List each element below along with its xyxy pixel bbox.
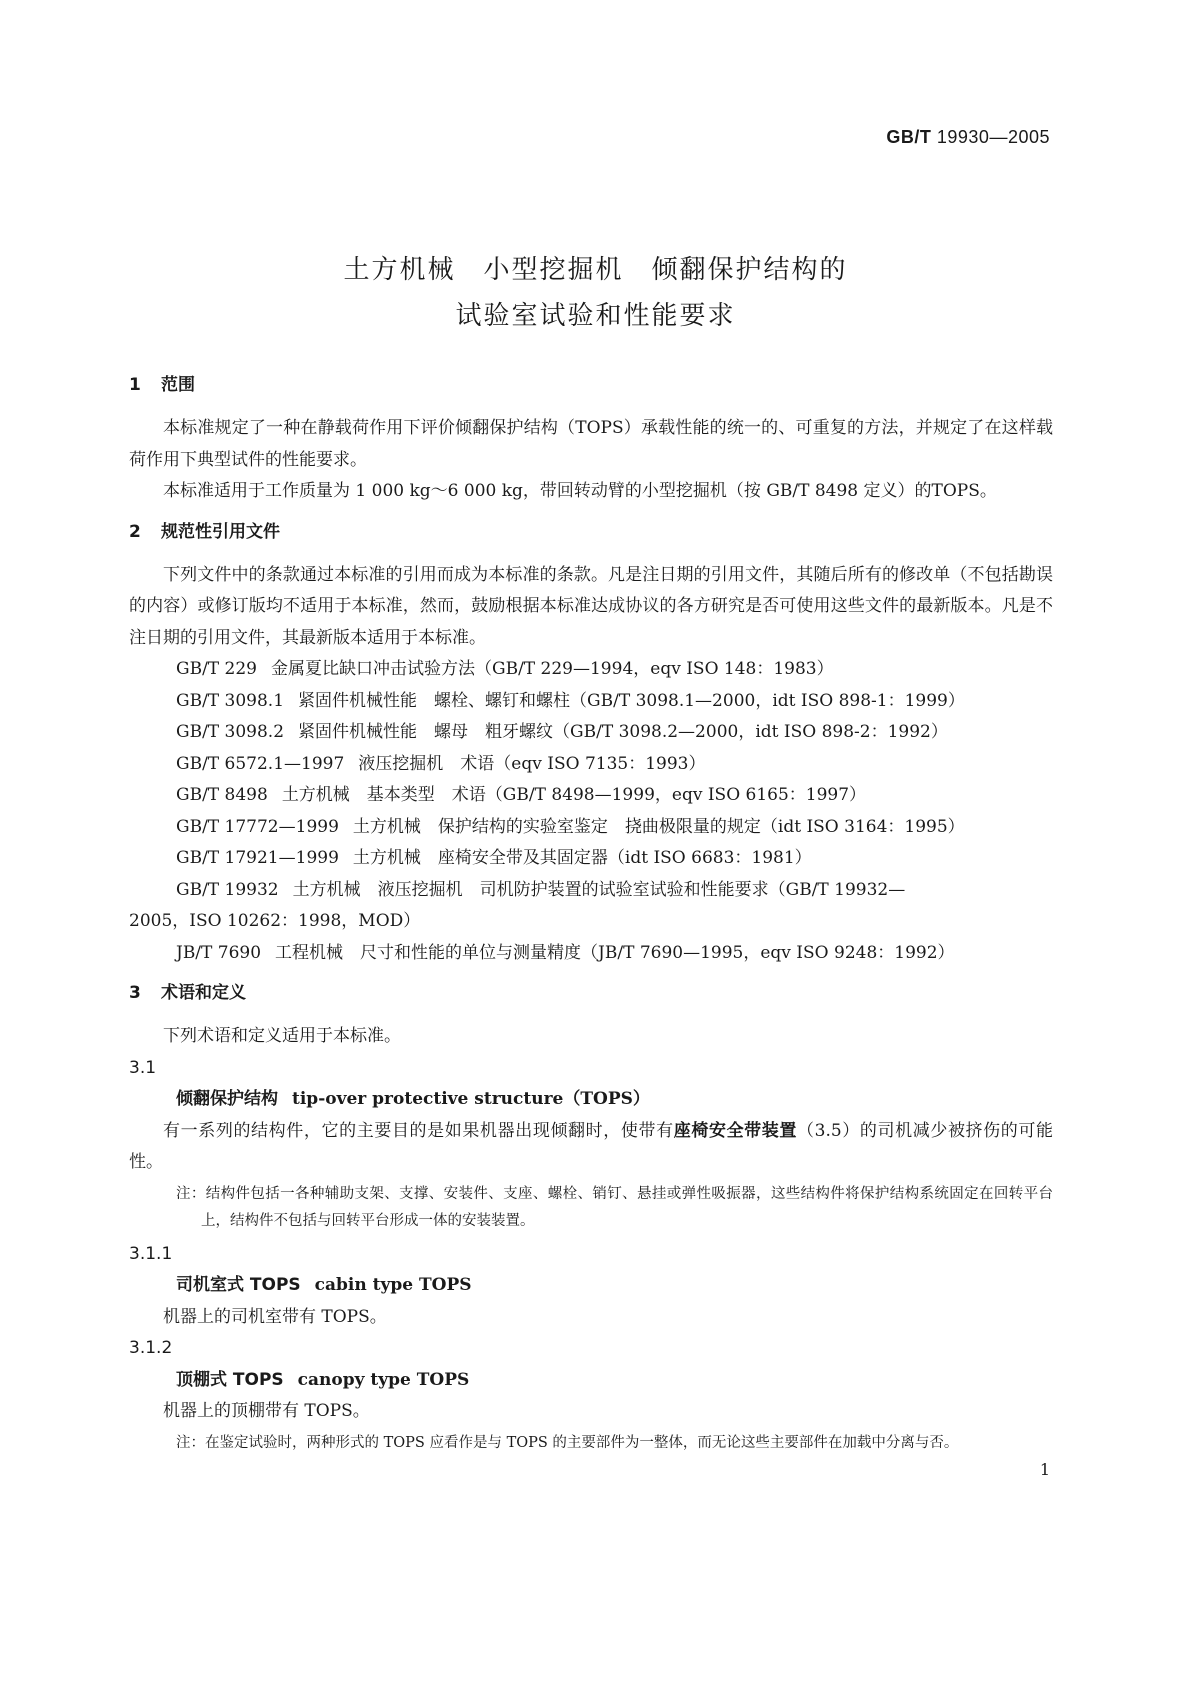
reference-item [176,654,1053,686]
standard-prefix: GB/T [886,127,932,147]
scope-paragraph: 本标准适用于工作质量为 1 000 kg～6 000 kg，带回转动臂的小型挖掘机（按 GB/T 8498 定义）的TOPS。 [163,481,997,501]
reference-code: GB/T 8498 [176,785,268,805]
section-heading-normative-references [129,516,1053,548]
term-note: 注：在鉴定试验时，两种形式的 TOPS 应看作是与 TOPS 的主要部件为一整体，而无论这些主要部件在加载中分离与否。 [176,1434,959,1451]
reference-title: 工程机械 尺寸和性能的单位与测量精度（JB/T 7690—1995，eqv ISO 9248：1992） [275,942,955,963]
clause-number: 3.1.1 [129,1243,173,1264]
cross-referenced-term: 座椅安全带装置 [673,1120,798,1141]
term-definition: 机器上的顶棚带有 TOPS。 [163,1401,370,1421]
reference-item [176,749,1053,781]
term-chinese: 顶棚式 TOPS [176,1369,284,1390]
reference-list [129,654,1053,969]
reference-item [176,938,1053,970]
clause-number: 3.1.2 [129,1338,173,1358]
reference-item [176,843,1053,875]
section-number: 3 [129,983,141,1003]
title-line-1: 土方机械 小型挖掘机 倾翻保护结构的 [343,255,848,286]
title-line-2: 试验室试验和性能要求 [455,301,736,332]
reference-code: GB/T 229 [176,659,257,679]
reference-item [176,717,1053,749]
reference-code: GB/T 3098.1 [176,690,285,711]
term-definition: 有一系列的结构件，它的主要目的是如果机器出现倾翻时，使带有座椅安全带装置（3.5）的司机减少被挤伤的可能性。 [129,1120,1053,1172]
section-title: 规范性引用文件 [161,521,280,542]
reference-code: GB/T 19932 [176,879,279,900]
term-entry [176,1365,1053,1397]
term-chinese: 司机室式 TOPS [176,1275,301,1295]
section-number: 2 [129,521,141,542]
reference-item [176,812,1053,844]
reference-title: 土方机械 液压挖掘机 司机防护装置的试验室试验和性能要求（GB/T 19932— [292,879,906,900]
section-title: 术语和定义 [161,983,246,1003]
reference-code: GB/T 17921—1999 [176,848,339,868]
term-entry [176,1270,1053,1302]
reference-title: 土方机械 座椅安全带及其固定器（idt ISO 6683：1981） [352,848,812,868]
term-definition: 机器上的司机室带有 TOPS。 [163,1306,387,1327]
term-english: canopy type TOPS [297,1369,470,1390]
page-number: 1 [1039,1460,1050,1479]
document-body [129,369,1053,1461]
scope-paragraph: 本标准规定了一种在静载荷作用下评价倾翻保护结构（TOPS）承载性能的统一的、可重复的方法，并规定了在这样载荷作用下典型试件的性能要求。 [129,418,1053,470]
reference-code: GB/T 17772—1999 [176,816,339,837]
section-heading-scope [129,369,1053,401]
reference-code: GB/T 3098.2 [176,722,285,742]
term-english: tip-over protective structure（TOPS） [292,1089,650,1109]
reference-code: GB/T 6572.1—1997 [176,753,345,774]
term-chinese: 倾翻保护结构 [176,1089,278,1109]
section-title: 范围 [161,375,195,395]
reference-title: 2005，ISO 10262：1998，MOD） [129,911,421,931]
standard-code: 19930—2005 [936,127,1050,147]
term-english: cabin type TOPS [314,1275,472,1295]
terms-intro: 下列术语和定义适用于本标准。 [163,1026,401,1046]
reference-title: 土方机械 保护结构的实验室鉴定 挠曲极限量的规定（idt ISO 3164：1995） [352,816,965,837]
reference-title: 金属夏比缺口冲击试验方法（GB/T 229—1994，eqv ISO 148：1983） [271,659,834,679]
reference-item [176,875,1053,907]
standard-number [886,127,1050,148]
reference-title: 液压挖掘机 术语（eqv ISO 7135：1993） [358,753,706,774]
reference-title: 紧固件机械性能 螺栓、螺钉和螺柱（GB/T 3098.1—2000，idt ISO 898-1：1999） [298,690,965,711]
term-entry [176,1084,1053,1116]
reference-item [176,686,1053,718]
section-number: 1 [129,375,141,395]
references-intro: 下列文件中的条款通过本标准的引用而成为本标准的条款。凡是注日期的引用文件，其随后所有的修改单（不包括勘误的内容）或修订版均不适用于本标准，然而，鼓励根据本标准达成协议的各方研究是否可使用这些文件的最新版本。凡是不注日期的引用文件，其最新版本适用于本标准。 [129,564,1053,648]
reference-title: 紧固件机械性能 螺母 粗牙螺纹（GB/T 3098.2—2000，idt ISO 898-2：1992） [298,722,948,742]
reference-title: 土方机械 基本类型 术语（GB/T 8498—1999，eqv ISO 6165：1997） [281,785,867,805]
document-title [0,247,1191,339]
reference-item-continued [129,906,1053,938]
reference-item [176,780,1053,812]
clause-number: 3.1 [129,1057,157,1078]
reference-code: JB/T 7690 [176,942,262,963]
term-note: 注：结构件包括一各种辅助支架、支撑、安装件、支座、螺栓、销钉、悬挂或弹性吸振器，这些结构件将保护结构系统固定在回转平台上，结构件不包括与回转平台形成一体的安装装置。 [176,1185,1053,1229]
section-heading-terms-definitions [129,977,1053,1009]
